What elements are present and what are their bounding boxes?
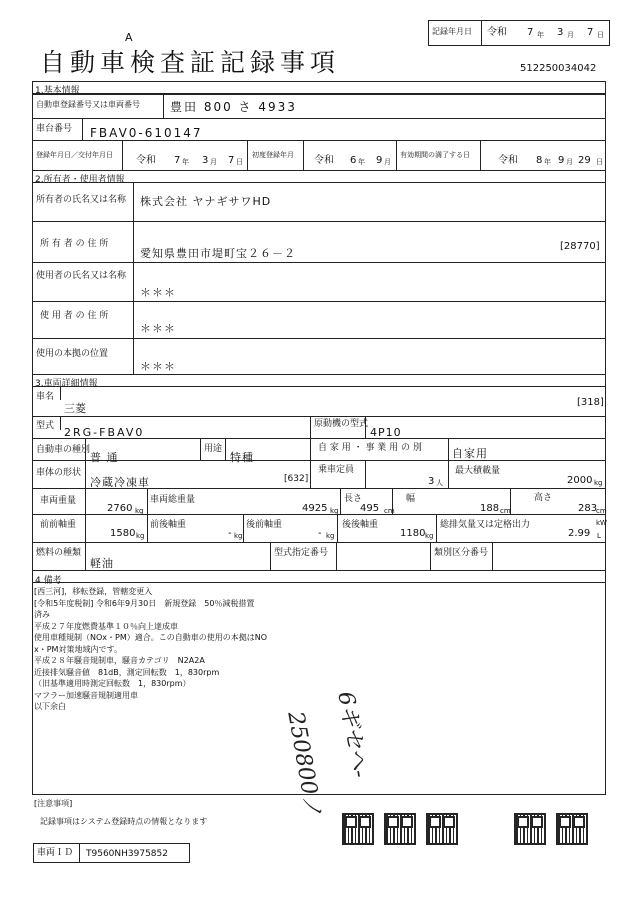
front-rear-axle: - <box>228 528 232 539</box>
kind: 普 通 <box>90 451 119 464</box>
maker: 三菱 <box>64 402 86 415</box>
expiry-month: 9 <box>558 155 565 166</box>
reg-date-era: 令和 <box>136 155 156 166</box>
qr-code-3 <box>426 813 458 845</box>
height-label: 高さ <box>534 493 553 503</box>
unit: cm <box>500 507 511 515</box>
displacement: 2.99 <box>568 528 591 539</box>
unit: 人 <box>436 479 443 487</box>
remarks-line: 済み <box>34 610 50 619</box>
unit: cm <box>596 507 607 515</box>
type-designation-label: 型式指定番号 <box>274 548 329 558</box>
section-vehicle: 3.車両詳細情報 <box>35 379 98 389</box>
base-location-label: 使用の本拠の位置 <box>36 349 109 359</box>
qr-code-5 <box>556 813 588 845</box>
unit: L <box>597 532 601 540</box>
record-date-box <box>428 20 610 46</box>
unit: 日 <box>236 158 243 166</box>
remarks-line: 平成２７年度燃費基準１０％向上達成車 <box>34 621 178 631</box>
qr-code-1 <box>342 813 374 845</box>
capacity-label: 乗車定員 <box>318 465 355 475</box>
model-label: 型式 <box>36 421 55 431</box>
vehicle-id-label: 車両ＩＤ <box>37 848 74 858</box>
user-address-label: 使 用 者 の 住 所 <box>40 311 109 321</box>
unit: kg <box>425 532 434 540</box>
rear-rear-axle-label: 後後軸重 <box>342 520 379 530</box>
unit: 年 <box>358 158 365 166</box>
front-rear-axle-label: 前後軸重 <box>150 520 187 530</box>
base-location: ＊＊＊ <box>140 360 176 373</box>
length-label: 長さ <box>344 494 363 504</box>
width-label: 幅 <box>406 494 416 504</box>
top-letter: A <box>125 31 133 44</box>
width: 188 <box>480 503 500 514</box>
private-business-label: 自 家 用 ・ 事 業 用 の 別 <box>318 443 422 453</box>
unit: 年 <box>537 31 544 39</box>
first-reg-label: 初度登録年月 <box>252 151 294 159</box>
maker-code: [318] <box>577 397 604 408</box>
notice-text: 記録事項はシステム登録時点の情報となります <box>40 817 208 826</box>
remarks-line: 近接排気騒音値 81dB，測定回転数 1，830rpm <box>34 667 220 677</box>
use: 特種 <box>230 451 254 464</box>
displacement-label: 総排気量又は定格出力 <box>440 520 531 530</box>
expiry-year: 8 <box>536 155 543 166</box>
use-label: 用途 <box>204 444 223 454</box>
weight-label: 車両重量 <box>40 496 77 506</box>
remarks-line: [西三河]，移転登録，管轄変更入 <box>34 587 153 596</box>
front-front-axle: 1580 <box>110 528 136 539</box>
reg-date-day: 7 <box>228 155 235 166</box>
record-date-label: 記録年月日 <box>432 27 472 36</box>
gross-weight-label: 車両総重量 <box>150 495 196 505</box>
max-load-label: 最大積載量 <box>455 466 501 476</box>
capacity: 3 <box>428 476 435 487</box>
rear-rear-axle: 1180 <box>400 528 426 539</box>
rear-front-axle-label: 後前軸重 <box>246 520 283 530</box>
unit: 月 <box>567 31 574 39</box>
page-title: 自動車検査証記録事項 <box>40 48 341 77</box>
qr-code-4 <box>514 813 546 845</box>
record-date-year: 7 <box>527 27 534 38</box>
record-date-era: 令和 <box>487 27 507 38</box>
owner-name: 株式会社 ヤナギサワHD <box>140 195 272 208</box>
unit: kg <box>326 532 335 540</box>
maker-label: 車名 <box>36 392 55 402</box>
unit: cm <box>384 507 395 515</box>
class-number-label: 類別区分番号 <box>434 548 489 558</box>
owner-address-label: 所 有 者 の 住 所 <box>40 239 109 249</box>
expiry-era: 令和 <box>498 155 518 166</box>
vehicle-id-box <box>33 843 190 863</box>
unit: kg <box>135 507 144 515</box>
owner-address: 愛知県豊田市堤町宝２６－２ <box>140 247 296 260</box>
section-remarks: 4.備考 <box>35 576 62 586</box>
model: 2RG-FBAV0 <box>64 426 145 439</box>
first-reg-month: 9 <box>376 155 383 166</box>
remarks-line: x・PM対策地域内です。 <box>34 644 122 654</box>
fuel-label: 燃料の種類 <box>36 548 82 558</box>
chassis-number: FBAV0-610147 <box>90 126 203 140</box>
remarks-line: [令和5年度税制] 令和6年9月30日 新規登録 50％減税措置 <box>34 598 255 608</box>
unit: 年 <box>544 158 551 166</box>
body-label: 車体の形状 <box>36 468 82 478</box>
unit: 月 <box>384 158 391 166</box>
reg-date-month: 3 <box>202 155 209 166</box>
user-name-label: 使用者の氏名又は名称 <box>36 271 127 281</box>
unit: 月 <box>566 158 573 166</box>
engine: 4P10 <box>370 426 402 439</box>
expiry-label: 有効期間の満了する日 <box>400 151 470 159</box>
body-shape: 冷蔵冷凍車 <box>90 476 150 489</box>
unit: kg <box>330 507 339 515</box>
fuel: 軽油 <box>90 557 114 570</box>
max-load: 2000 <box>567 475 593 486</box>
unit: kW <box>596 519 607 527</box>
record-date-day: 7 <box>587 27 594 38</box>
user-address: ＊＊＊ <box>140 322 176 335</box>
section-owner: 2.所有者・使用者情報 <box>35 175 125 185</box>
unit: 日 <box>596 158 603 166</box>
length: 495 <box>360 503 380 514</box>
weight: 2760 <box>107 503 133 514</box>
unit: 月 <box>210 158 217 166</box>
reg-number-label: 自動車登録番号又は車両番号 <box>36 100 140 109</box>
gross-weight: 4925 <box>302 503 328 514</box>
owner-name-label: 所有者の氏名又は名称 <box>36 195 127 205</box>
section-basic: 1.基本情報 <box>35 86 80 96</box>
remarks-line: マフラー加速騒音規制適用車 <box>34 690 138 700</box>
unit: kg <box>594 479 603 487</box>
vehicle-id: T9560NH3975852 <box>86 849 168 859</box>
remarks-list <box>34 586 364 713</box>
private-business: 自家用 <box>452 447 488 460</box>
unit: kg <box>234 532 243 540</box>
handwritten-note-1: 250800ノ <box>282 709 326 819</box>
engine-label: 原動機の型式 <box>314 419 369 429</box>
rear-front-axle: - <box>318 528 322 539</box>
doc-number: 512250034042 <box>520 63 597 74</box>
reg-date-label: 登録年月日／交付年月日 <box>36 151 113 159</box>
unit: 日 <box>597 31 604 39</box>
handwritten-note-2: 6ギセヘ- <box>332 689 373 780</box>
unit: kg <box>136 532 145 540</box>
remarks-line: 平成２８年騒音規制車，騒音カテゴリ N2A2A <box>34 656 205 665</box>
user-name: ＊＊＊ <box>140 286 176 299</box>
qr-code-2 <box>384 813 416 845</box>
first-reg-year: 6 <box>350 155 357 166</box>
notice-title: [注意事項] <box>34 799 73 808</box>
reg-number: 豊田 800 さ 4933 <box>170 100 297 114</box>
remarks-line: 以下余白 <box>34 702 66 711</box>
remarks-line: 使用車種規制（NOx・PM）適合。この自動車の使用の本拠はNO <box>34 633 268 642</box>
expiry-day: 29 <box>578 155 591 166</box>
unit: 年 <box>182 158 189 166</box>
record-date-month: 3 <box>557 27 564 38</box>
chassis-label: 車台番号 <box>36 124 73 134</box>
first-reg-era: 令和 <box>314 155 334 166</box>
body-code: [632] <box>284 474 309 484</box>
height: 283 <box>578 503 598 514</box>
front-front-axle-label: 前前軸重 <box>40 520 77 530</box>
kind-label: 自動車の種別 <box>36 445 91 455</box>
remarks-line: （旧基準適用時測定回転数 1，830rpm） <box>34 679 191 688</box>
owner-address-code: [28770] <box>560 241 600 252</box>
reg-date-year: 7 <box>174 155 181 166</box>
